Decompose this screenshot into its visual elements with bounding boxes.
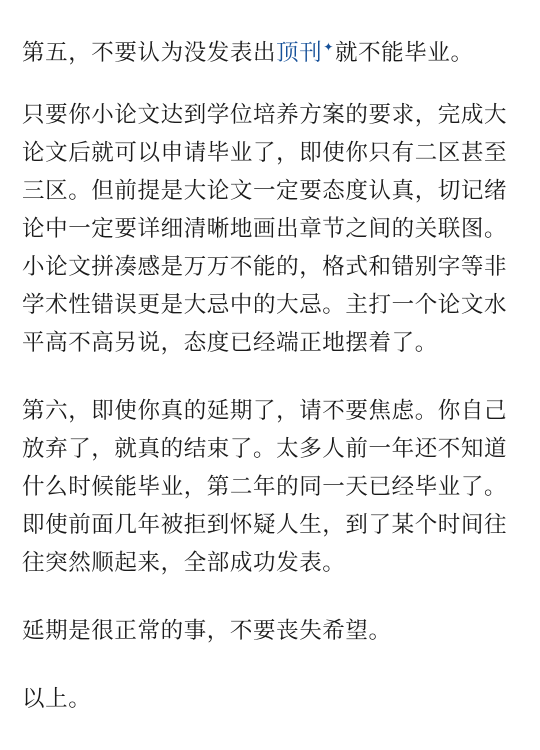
- paragraph-requirements: 只要你小论文达到学位培养方案的要求，完成大论文后就可以申请毕业了，即使你只有二区甚至三区。但前提是大论文一定要态度认真，切记绪论中一定要详细清晰地画出章节之间的关联图。小论文拼凑感是万万不能的，格式和错别字等非学术性错误更是大忌中的大忌。主打一个论文水平高不高另说，态度已经端正地摆着了。: [22, 102, 508, 356]
- paragraph-6th-point: 第六，即使你真的延期了，请不要焦虑。你自己放弃了，就真的结束了。太多人前一年还不知道什么时候能毕业，第二年的同一天已经毕业了。即使前面几年被拒到怀疑人生，到了某个时间往往突然顺起来，全部成功发表。: [22, 398, 508, 576]
- paragraph-5th-point: [22, 28, 526, 72]
- paragraph-closing: 以上。: [22, 686, 92, 712]
- keyword-link-top-journal[interactable]: [276, 40, 335, 66]
- sparkle-icon: ✦: [323, 40, 334, 54]
- keyword-link-label[interactable]: 顶刊: [276, 40, 323, 66]
- paragraph-encouragement: 延期是很正常的事，不要丧失希望。: [22, 618, 392, 644]
- paragraph-text: 就不能毕业。: [334, 40, 474, 66]
- paragraph-text: 第五，不要认为没发表出: [22, 40, 277, 66]
